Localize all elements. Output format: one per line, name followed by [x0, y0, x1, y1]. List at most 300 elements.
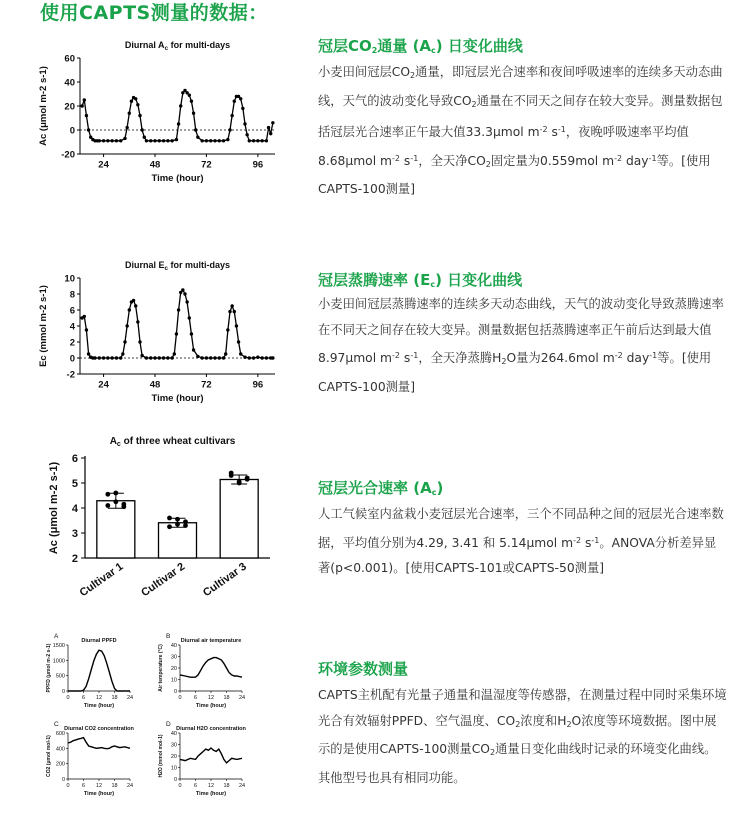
chart-title-subscript: c [164, 45, 169, 52]
x-tick-label: Cultivar 3 [200, 560, 249, 600]
data-point [170, 356, 173, 359]
body-superscript: -2 [392, 351, 400, 360]
y-tick-label: 1500 [52, 643, 65, 649]
data-point [153, 139, 156, 142]
data-point [190, 100, 193, 103]
chart-title-text: Diurnal A [124, 40, 165, 50]
data-point [269, 132, 272, 135]
y-tick-label: 0 [69, 125, 75, 137]
body-text: O量为264.6mol m [506, 351, 615, 365]
y-axis-label: CO2 (μmol mol-1) [46, 735, 52, 777]
data-point [205, 356, 208, 359]
data-point [235, 324, 238, 327]
data-point [226, 328, 229, 331]
x-tick-label: 24 [238, 783, 246, 789]
bar [159, 523, 197, 558]
data-point [128, 112, 131, 115]
x-tick-label: 12 [95, 783, 103, 789]
data-point [83, 315, 86, 318]
x-tick-label: 0 [66, 783, 70, 789]
title-text: 通量 (A [377, 37, 432, 55]
chart-title-text: of three wheat cultivars [120, 436, 236, 447]
panel-letter: D [166, 721, 171, 728]
replicate-point [113, 499, 118, 504]
data-point [185, 300, 188, 303]
body-text: ，夜晚呼吸速率平均值8.68μmol m [318, 125, 689, 168]
data-point [110, 356, 113, 359]
data-point [166, 356, 169, 359]
x-tick-label: 0 [66, 695, 70, 701]
data-point [128, 308, 131, 311]
data-point [248, 356, 251, 359]
x-tick-label: 24 [98, 159, 109, 171]
x-tick-label: 6 [193, 695, 198, 701]
body-text: 。ANOVA分析差异显著(p<0.001)。[使用CAPTS-101或CAPTS-50测量] [318, 535, 717, 575]
data-point [149, 356, 152, 359]
data-point [228, 128, 231, 131]
data-point [181, 288, 184, 291]
data-point [233, 310, 236, 313]
title-text: ) 日变化曲线 [435, 37, 523, 55]
x-tick-label: 24 [238, 695, 246, 701]
body-superscript: -2 [392, 153, 400, 163]
y-tick-label: 20 [170, 754, 177, 760]
body-subscript: 2 [501, 357, 507, 366]
x-tick-label: 18 [223, 695, 230, 701]
y-tick-label: 30 [170, 742, 177, 749]
replicate-point [113, 491, 118, 496]
body-text: 固定量为0.559mol m [490, 153, 615, 168]
replicate-point [175, 522, 180, 527]
data-point [106, 139, 109, 142]
body-text: day [622, 153, 649, 168]
x-tick-label: 24 [98, 379, 109, 391]
y-tick-label: 40 [170, 731, 177, 737]
data-point [252, 356, 255, 359]
data-point [218, 356, 221, 359]
y-tick-label: 200 [55, 761, 65, 768]
body-subscript: 2 [471, 99, 477, 109]
section-title-canopy-photosynthesis [318, 477, 443, 498]
data-point [140, 128, 143, 131]
replicate-point [175, 517, 180, 522]
data-point [93, 356, 96, 359]
data-point [256, 139, 259, 142]
data-point [87, 128, 90, 131]
data-point [158, 356, 161, 359]
data-point [119, 356, 122, 359]
body-text: CAPTS主机配有光量子通量和温湿度等传感器，在测量过程中同时采集环境光合有效辐射PPFD、空气温度、CO [318, 688, 727, 728]
data-point [162, 356, 165, 359]
data-point [239, 97, 242, 100]
data-point [121, 352, 124, 355]
data-point [200, 356, 203, 359]
data-point [271, 121, 274, 124]
title-text: ) 日变化曲线 [435, 271, 523, 289]
body-superscript: -2 [539, 125, 548, 134]
data-point [260, 356, 263, 359]
data-point [213, 139, 216, 142]
replicate-point [105, 503, 110, 508]
y-tick-label: 5 [71, 478, 78, 490]
data-line [68, 650, 130, 691]
data-point [106, 356, 109, 359]
y-axis-label: H2O (mmol mol-1) [158, 734, 164, 778]
data-point [209, 356, 212, 359]
data-point [267, 126, 270, 129]
section-body-canopy-photosynthesis [318, 502, 728, 582]
data-point [173, 352, 176, 355]
x-tick-label: Cultivar 2 [139, 560, 188, 600]
data-point [140, 354, 143, 357]
body-text: 通量日变化曲线时记录的环境变化曲线。其他型号也具有相同功能。 [318, 742, 717, 785]
data-point [226, 138, 229, 141]
data-point [136, 320, 139, 323]
data-point [170, 139, 173, 142]
x-tick-label: 72 [201, 159, 212, 171]
y-tick-label: 6 [71, 453, 78, 465]
ac-multiday-chart [30, 30, 290, 190]
x-axis-label: Time (hour) [83, 703, 115, 709]
data-point [241, 107, 244, 110]
body-text: 浓度和H [520, 713, 567, 728]
x-tick-label: 18 [111, 783, 118, 789]
y-tick-label: 20 [64, 101, 75, 113]
body-superscript: -2 [614, 153, 623, 163]
chart-title-text: A [109, 436, 117, 447]
chart-title-subscript: c [164, 265, 169, 272]
body-text: 通量，即冠层光合速率和夜间呼吸速率的连续多天动态曲线，天气的波动变化导致CO [318, 65, 723, 108]
data-point [188, 316, 191, 319]
data-point [179, 104, 182, 107]
panel-title: Diurnal H2O concentration [176, 726, 246, 732]
data-point [83, 98, 86, 101]
chart-title-text: for multi-days [168, 260, 231, 270]
data-point [224, 352, 227, 355]
data-point [177, 122, 180, 125]
y-tick-label: -2 [66, 369, 75, 381]
replicate-point [245, 477, 250, 482]
data-point [145, 139, 148, 142]
body-superscript: -1 [591, 535, 600, 545]
x-tick-label: 12 [207, 695, 215, 701]
x-tick-label: 12 [207, 783, 215, 789]
data-line [180, 748, 242, 763]
data-point [134, 97, 137, 100]
data-point [125, 324, 128, 327]
x-tick-label: 6 [193, 783, 198, 789]
data-point [230, 304, 233, 307]
data-point [265, 356, 268, 359]
x-tick-label: Cultivar 1 [77, 560, 126, 600]
data-point [260, 139, 263, 142]
data-point [222, 139, 225, 142]
title-text: 冠层CO [318, 37, 372, 55]
body-superscript: -1 [648, 153, 657, 163]
y-tick-label: 60 [64, 53, 75, 65]
data-point [175, 332, 178, 335]
x-tick-label: 18 [223, 783, 230, 789]
x-tick-label: 48 [149, 159, 161, 171]
section-body-co2-flux [318, 60, 728, 203]
panel-letter: A [54, 633, 59, 640]
data-point [200, 139, 203, 142]
data-point [123, 340, 126, 343]
data-point [80, 104, 83, 107]
replicate-point [229, 471, 234, 476]
y-axis-label: Ac (μmol m-2 s-1) [48, 461, 60, 555]
x-tick-label: 96 [252, 379, 264, 391]
data-point [252, 139, 255, 142]
body-text: s [547, 125, 558, 139]
x-axis-label: Time (hour) [151, 173, 204, 184]
y-axis-label: PPFD (μmol m-2 s-1) [46, 643, 52, 693]
panel-title: Diurnal air temperature [180, 638, 242, 644]
y-tick-label: 30 [170, 654, 177, 661]
y-tick-label: 600 [55, 731, 65, 737]
data-point [233, 100, 236, 103]
environment-panels [30, 630, 250, 810]
data-point [228, 310, 231, 313]
body-text: 等。[使用CAPTS-100测量] [318, 351, 712, 394]
y-axis-label: Ac (μmol m-2 s-1) [38, 66, 49, 146]
y-tick-label: 3 [71, 528, 78, 540]
data-point [194, 128, 197, 131]
data-point [188, 94, 191, 97]
data-point [85, 328, 88, 331]
replicate-point [237, 481, 242, 486]
title-text: ) [436, 479, 444, 497]
y-tick-label: 10 [170, 677, 177, 684]
data-point [213, 356, 216, 359]
data-point [192, 112, 195, 115]
body-text: s [400, 153, 411, 168]
x-axis-label: Time (hour) [195, 791, 227, 797]
data-point [138, 114, 141, 117]
title-subscript: 2 [371, 46, 378, 55]
x-tick-label: 72 [201, 379, 212, 391]
y-tick-label: 0 [61, 689, 65, 695]
replicate-point [121, 504, 126, 509]
data-line [82, 90, 273, 140]
data-point [177, 308, 180, 311]
data-point [136, 103, 139, 106]
y-tick-label: 40 [64, 77, 75, 89]
chart-title [125, 40, 230, 52]
data-point [239, 352, 242, 355]
data-point [243, 122, 246, 125]
x-tick-label: 96 [252, 159, 264, 171]
y-tick-label: 10 [170, 765, 177, 772]
data-point [192, 348, 195, 351]
data-point [222, 356, 225, 359]
x-axis-label: Time (hour) [195, 703, 227, 709]
data-point [196, 136, 199, 139]
chart-title [125, 260, 230, 272]
body-superscript: -1 [649, 351, 658, 360]
y-tick-label: 0 [173, 689, 177, 695]
body-text: ，全天净CO [418, 153, 486, 168]
section-body-environment [318, 683, 728, 791]
body-text: s [400, 351, 411, 365]
y-tick-label: -20 [61, 149, 75, 161]
x-tick-label: 24 [126, 695, 134, 701]
bar [220, 480, 258, 559]
data-point [209, 139, 212, 142]
data-point [132, 299, 135, 302]
data-point [245, 133, 248, 136]
data-point [237, 340, 240, 343]
data-point [149, 139, 152, 142]
panel-title: Diurnal PPFD [81, 638, 117, 644]
data-point [102, 356, 105, 359]
y-tick-label: 6 [69, 305, 75, 317]
y-tick-label: 400 [55, 746, 65, 753]
data-point [123, 137, 126, 140]
data-point [158, 139, 161, 142]
y-tick-label: 0 [69, 353, 75, 365]
title-text: 冠层光合速率 (A [318, 479, 432, 497]
body-text: day [622, 351, 650, 365]
body-superscript: -1 [557, 125, 566, 134]
y-tick-label: 500 [55, 673, 65, 680]
cultivar-bar-chart [30, 428, 290, 618]
data-point [243, 356, 246, 359]
body-subscript: 2 [489, 748, 496, 757]
x-tick-label: 12 [95, 695, 103, 701]
data-point [138, 340, 141, 343]
panel-title: Diurnal CO2 concentration [64, 726, 134, 732]
y-tick-label: 4 [71, 503, 78, 515]
data-point [98, 139, 101, 142]
data-point [110, 139, 113, 142]
data-line [180, 658, 242, 678]
y-axis-label: Ec (mmol m-2 s-1) [38, 285, 49, 367]
data-point [134, 304, 137, 307]
chart-title-subscript: c [116, 441, 121, 448]
section-title-environment [318, 658, 408, 679]
chart-title-text: for multi-days [168, 40, 231, 50]
chart-title [110, 436, 236, 448]
ec-multiday-chart [30, 252, 290, 410]
data-point [175, 138, 178, 141]
y-tick-label: 0 [61, 777, 65, 783]
body-text: 小麦田间冠层CO [318, 65, 411, 79]
body-superscript: -2 [573, 535, 582, 545]
x-axis-label: Time (hour) [151, 393, 204, 404]
x-tick-label: 48 [149, 379, 161, 391]
section-body-transpiration [318, 292, 728, 400]
x-tick-label: 0 [178, 783, 182, 789]
data-point [190, 332, 193, 335]
x-tick-label: 24 [126, 783, 134, 789]
data-point [115, 139, 118, 142]
y-tick-label: 2 [71, 553, 78, 565]
section-title-co2-flux [318, 35, 523, 56]
chart-title-text: Diurnal E [124, 260, 165, 270]
title-subscript: c [431, 488, 437, 497]
y-axis-label: Air temperature (°C) [158, 644, 164, 692]
replicate-point [183, 523, 188, 528]
data-point [230, 114, 233, 117]
title-subscript: c [431, 46, 436, 55]
data-point [265, 139, 268, 142]
title-text: 环境参数测量 [318, 660, 409, 678]
data-line [68, 738, 130, 749]
data-point [143, 136, 146, 139]
body-superscript: -1 [410, 351, 419, 360]
panel-letter: C [54, 721, 59, 728]
section-title-transpiration [318, 269, 522, 290]
data-point [248, 139, 251, 142]
data-point [153, 356, 156, 359]
data-point [98, 356, 101, 359]
data-point [130, 100, 133, 103]
data-point [102, 139, 105, 142]
data-point [115, 356, 118, 359]
data-point [87, 352, 90, 355]
y-tick-label: 40 [170, 643, 177, 649]
data-point [205, 139, 208, 142]
body-text: 通量在不同天之间存在较大变异。测量数据包括冠层光合速率正午最大值33.3μmol m [318, 93, 723, 139]
data-point [166, 139, 169, 142]
title-subscript: c [430, 280, 436, 289]
data-point [256, 356, 259, 359]
y-tick-label: 10 [64, 273, 75, 285]
data-point [162, 139, 165, 142]
replicate-point [167, 516, 172, 521]
x-tick-label: 6 [81, 783, 86, 789]
replicate-point [105, 492, 110, 497]
y-tick-label: 4 [69, 321, 75, 333]
x-tick-label: 0 [178, 695, 182, 701]
x-axis-label: Time (hour) [83, 791, 115, 797]
data-point [196, 355, 199, 358]
body-text: s [581, 535, 592, 550]
y-tick-label: 1000 [52, 658, 65, 665]
body-subscript: 2 [410, 71, 416, 80]
body-text: 小麦田间冠层蒸腾速率的连续多天动态曲线，天气的波动变化导致蒸腾速率在不同天之间存在较大变异。测量数据包括蒸腾速率正午前后达到最大值8.97μmol m [318, 297, 724, 365]
body-superscript: -2 [614, 351, 623, 360]
y-tick-label: 2 [69, 337, 75, 349]
data-point [218, 139, 221, 142]
data-point [119, 139, 122, 142]
body-text: O浓度等环境数据。图中展示的是使用CAPTS-100测量CO [318, 713, 717, 756]
body-subscript: 2 [566, 719, 572, 729]
body-text: 人工气候室内盆栽小麦冠层光合速率，三个不同品种之间的冠层光合速率数据，平均值分别为4.29, 3.41 和 5.14μmol m [318, 507, 724, 550]
bar [97, 501, 135, 558]
body-text: ，全天净蒸腾H [418, 351, 502, 365]
x-tick-label: 6 [81, 695, 86, 701]
panel-letter: B [166, 633, 171, 640]
body-superscript: -1 [410, 153, 419, 163]
data-point [145, 356, 148, 359]
body-text: 等。[使用CAPTS-100测量] [318, 153, 711, 196]
data-point [271, 356, 274, 359]
replicate-point [167, 524, 172, 529]
body-subscript: 2 [515, 719, 521, 729]
title-text: 冠层蒸腾速率 (E [318, 271, 431, 289]
y-tick-label: 8 [69, 289, 75, 301]
body-subscript: 2 [485, 159, 491, 169]
data-point [125, 126, 128, 129]
data-point [85, 114, 88, 117]
y-tick-label: 20 [170, 666, 177, 672]
x-tick-label: 18 [111, 695, 118, 701]
page-title: 使用CAPTS测量的数据： [40, 2, 268, 24]
data-point [183, 292, 186, 295]
y-tick-label: 0 [173, 777, 177, 783]
